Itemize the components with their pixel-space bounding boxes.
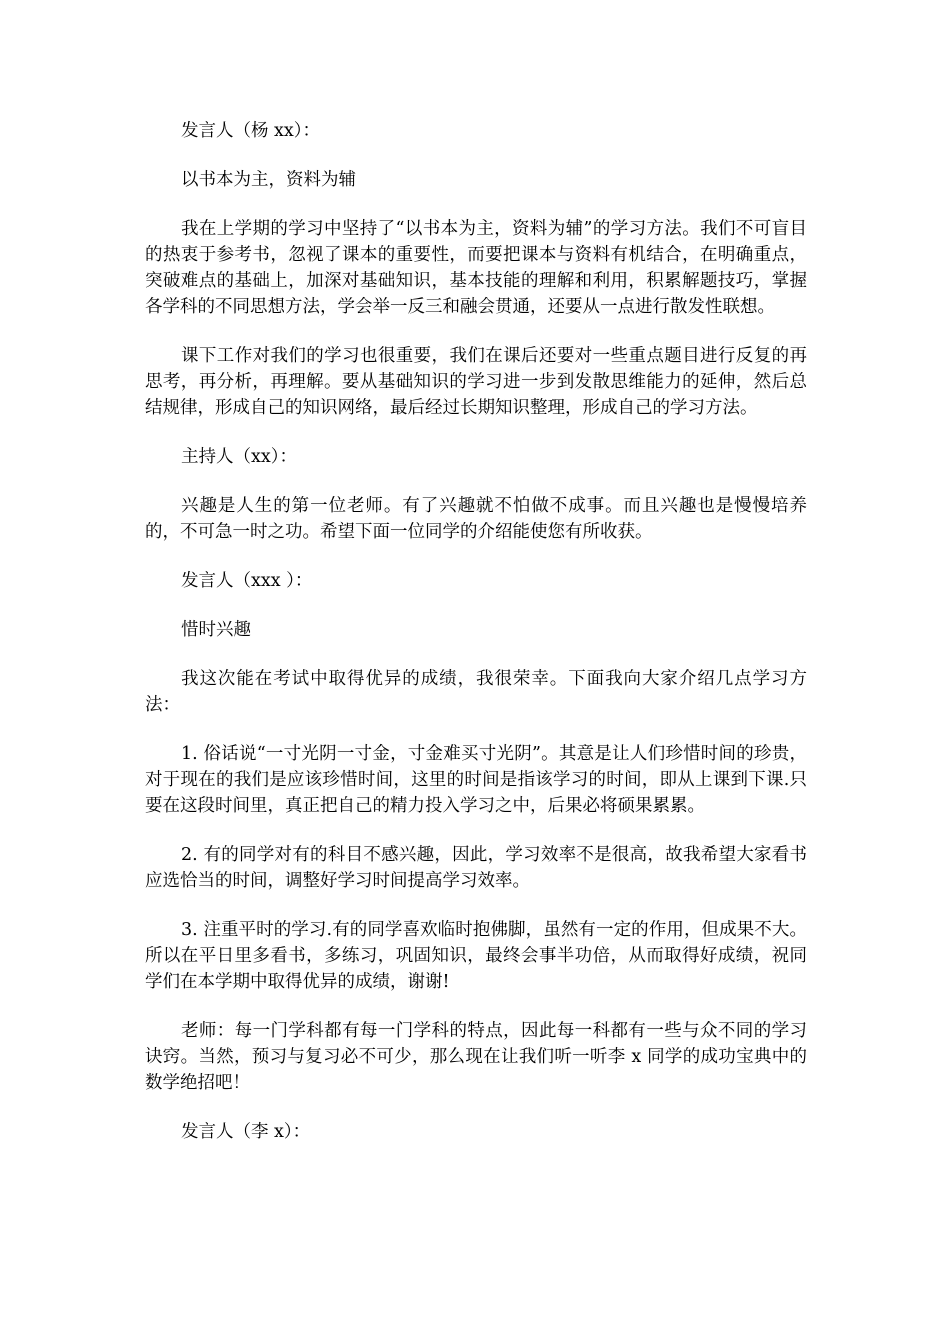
body-paragraph: 兴趣是人生的第一位老师。有了兴趣就不怕做不成事。而且兴趣也是慢慢培养的，不可急一时之功。希望下面一位同学的介绍能使您有所收获。 (145, 496, 807, 542)
speaker-label: 发言人（杨 xx）： (181, 121, 321, 141)
document-page (145, 118, 807, 1168)
section-title: 以书本为主，资料为辅 (181, 170, 356, 190)
speaker-label: 主持人（xx）： (181, 447, 297, 467)
list-item: 1. 俗话说“一寸光阴一寸金，寸金难买寸光阴”。其意是让人们珍惜时间的珍贵，对于现在的我们是应该珍惜时间，这里的时间是指该学习的时间，即从上课到下课.只要在这段时间里，真正把自己的精力投入学习之中，后果必将硕果累累。 (145, 744, 807, 816)
body-paragraph: 我这次能在考试中取得优异的成绩，我很荣幸。下面我向大家介绍几点学习方法： (145, 669, 807, 715)
list-item: 2. 有的同学对有的科目不感兴趣，因此，学习效率不是很高，故我希望大家看书应选恰当的时间，调整好学习时间提高学习效率。 (145, 845, 807, 891)
body-paragraph: 我在上学期的学习中坚持了“以书本为主，资料为辅”的学习方法。我们不可盲目的热衷于参考书，忽视了课本的重要性，而要把课本与资料有机结合，在明确重点，突破难点的基础上，加深对基础知识，基本技能的理解和利用，积累解题技巧，掌握各学科的不同思想方法，学会举一反三和融会贯通，还要从一点进行散发性联想。 (145, 219, 807, 317)
body-paragraph: 老师：每一门学科都有每一门学科的特点，因此每一科都有一些与众不同的学习诀窍。当然，预习与复习必不可少，那么现在让我们听一听李 x 同学的成功宝典中的数学绝招吧！ (145, 1021, 807, 1093)
section-title: 惜时兴趣 (181, 620, 251, 640)
body-paragraph: 课下工作对我们的学习也很重要，我们在课后还要对一些重点题目进行反复的再思考，再分析，再理解。要从基础知识的学习进一步到发散思维能力的延伸，然后总结规律，形成自己的知识网络，最后经过长期知识整理，形成自己的学习方法。 (145, 346, 807, 418)
speaker-label: 发言人（xxx ）： (181, 571, 313, 591)
speaker-label: 发言人（李 x）： (181, 1122, 311, 1142)
list-item: 3. 注重平时的学习.有的同学喜欢临时抱佛脚，虽然有一定的作用，但成果不大。所以在平日里多看书，多练习，巩固知识，最终会事半功倍，从而取得好成绩，祝同学们在本学期中取得优异的成绩，谢谢! (145, 920, 807, 992)
